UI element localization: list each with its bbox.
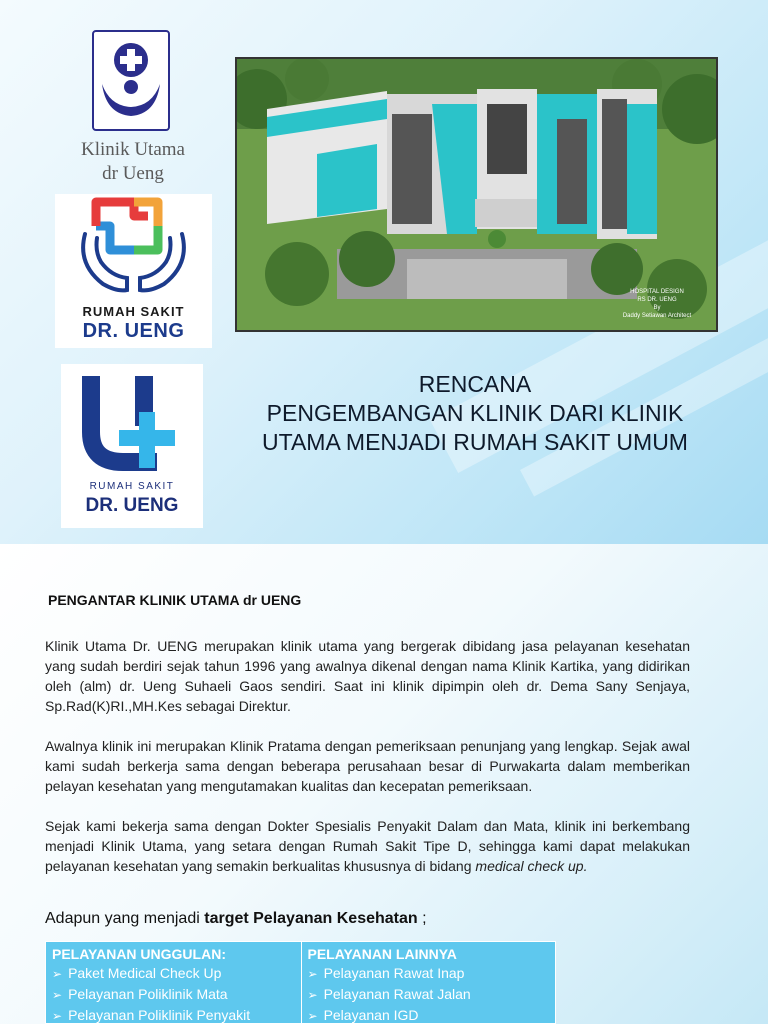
intro-heading: PENGANTAR KLINIK UTAMA dr UENG (48, 592, 302, 608)
arrow-bullet-icon: ➢ (52, 1009, 63, 1023)
watermark-line: Daddy Setiawan Architect (622, 313, 692, 319)
service-item (52, 984, 295, 1005)
service-item-label: Pelayanan Poliklinik Mata (68, 986, 228, 1002)
arrow-bullet-icon: ➢ (52, 988, 63, 1002)
service-item-label: Pelayanan IGD (323, 1007, 419, 1023)
klinik-name-line2: dr Ueng (102, 163, 164, 184)
watermark-line: By (653, 305, 661, 311)
cover-title-line3: UTAMA MENJADI RUMAH SAKIT UMUM (262, 429, 688, 455)
watermark-line: HOSPITAL DESIGN (630, 289, 684, 295)
service-item (52, 963, 295, 984)
rs-logo-hands (55, 194, 212, 348)
intro-paragraph-2: Awalnya klinik ini merupakan Klinik Pratama dengan pemeriksaan penunjang yang lengkap. Sejak awal kami sudah berkerja sama dengan beberapa perusahaan besar di Purwakarta dalam memberikan pelayan kesehatan yang mengutamakan kualitas dan kecepatan pemeriksaan. (45, 738, 690, 794)
target-prefix: Adapun yang menjadi (45, 910, 205, 927)
logo2-line2: DR. UENG (82, 320, 185, 342)
target-suffix: ; (417, 910, 427, 927)
arrow-bullet-icon: ➢ (307, 1009, 318, 1023)
service-item-label: Pelayanan Poliklinik Penyakit (68, 1007, 251, 1023)
hospital-rendering-image (235, 57, 718, 332)
u-cross-icon (61, 364, 203, 476)
intro-paragraph-3 (45, 816, 690, 876)
service-item (308, 984, 550, 1005)
arrow-bullet-icon: ➢ (307, 988, 318, 1002)
services-col-lainnya (301, 942, 556, 1023)
para3-text: Sejak kami bekerja sama dengan Dokter Spesialis Penyakit Dalam dan Mata, klinik ini berkembang menjadi Klinik Utama, yang setara dengan Rumah Sakit Tipe D, sehingga kami dapat melakukan pelayanan kesehatan yang semakin berkualitas khususnya di bidang (45, 818, 690, 874)
watermark-line: RS DR. UENG (637, 297, 677, 303)
service-item (308, 963, 550, 984)
cover-title-line2: PENGEMBANGAN KLINIK DARI KLINIK (266, 400, 684, 426)
service-item (52, 1005, 295, 1024)
target-bold: target Pelayanan Kesehatan (204, 910, 418, 927)
intro-paragraph-1: Klinik Utama Dr. UENG merupakan klinik utama yang bergerak dibidang jasa pelayanan kesehatan yang sudah berdiri sejak tahun 1996 yang awalnya dikenal dengan nama Klinik Kartika, yang didirikan oleh (alm) dr. Ueng Suhaeli Gaos sendiri. Saat ini klinik dipimpin oleh dr. Dema Sany Senjaya, Sp.Rad(K)RI.,MH.Kes sebagai Direktur. (45, 638, 690, 714)
cover-title-line1: RENCANA (418, 371, 532, 397)
rs-logo-u-cross (61, 364, 203, 528)
intro-slide (0, 544, 768, 1024)
services-col-header: PELAYANAN UNGGULAN: (52, 946, 226, 962)
klinik-name (58, 138, 208, 186)
target-line (45, 910, 427, 928)
render-watermark (612, 288, 702, 320)
service-item-label: Pelayanan Rawat Jalan (323, 986, 471, 1002)
logo2-line1: RUMAH SAKIT (82, 304, 185, 319)
service-item (308, 1005, 550, 1024)
services-table (45, 941, 556, 1024)
service-item-label: Pelayanan Rawat Inap (323, 965, 465, 981)
services-col-unggulan (46, 942, 301, 1023)
klinik-name-line1: Klinik Utama (81, 139, 185, 160)
arrow-bullet-icon: ➢ (307, 967, 318, 981)
services-col-header: PELAYANAN LAINNYA (307, 946, 457, 962)
arrow-bullet-icon: ➢ (52, 967, 63, 981)
para3-italic: medical check up. (475, 858, 588, 874)
klinik-utama-logo (92, 30, 170, 131)
cover-title (240, 370, 710, 457)
hands-cross-icon (55, 194, 212, 304)
service-item-label: Paket Medical Check Up (68, 965, 222, 981)
logo3-line2: DR. UENG (85, 495, 179, 516)
logo3-line1: RUMAH SAKIT (89, 481, 175, 492)
klinik-logo-icon (94, 32, 168, 129)
